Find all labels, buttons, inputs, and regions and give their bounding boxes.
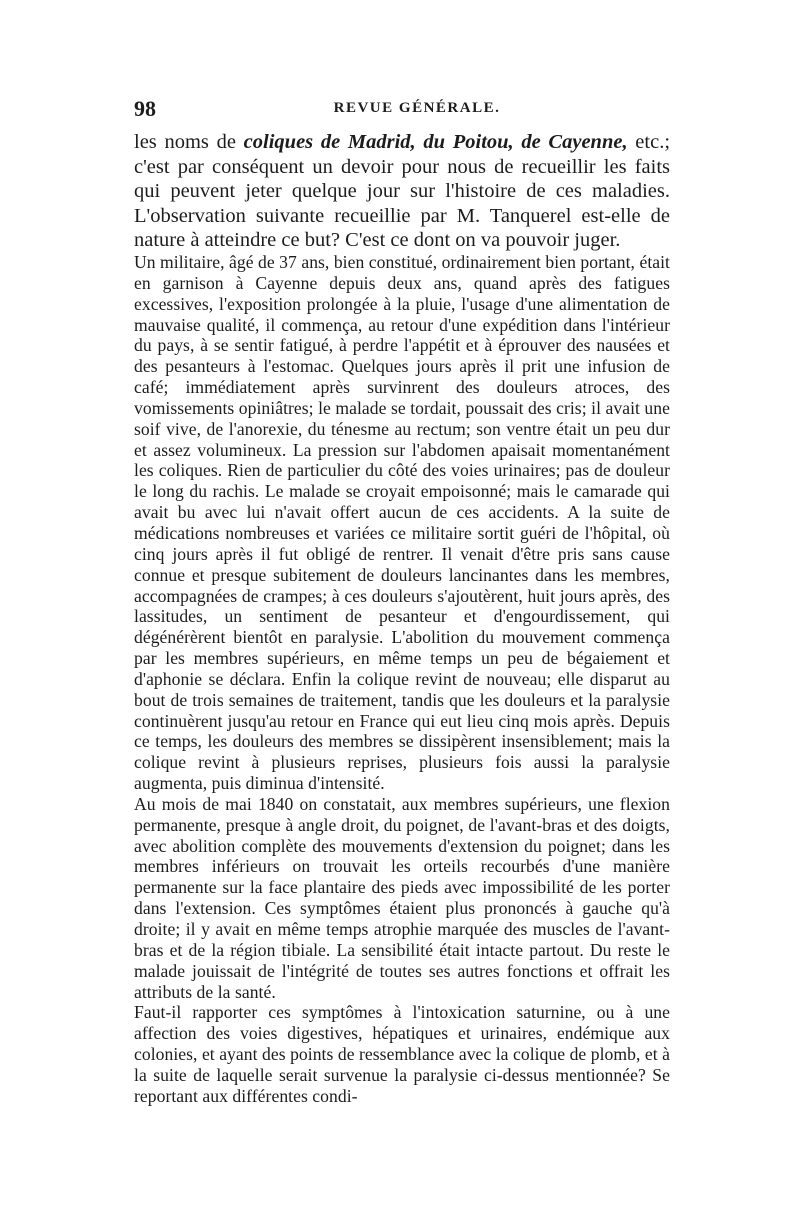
findings-paragraph: Au mois de mai 1840 on constatait, aux membres supérieurs, une flexion permanente, presque à angle droit, du poignet, de l'avant-bras et des doigts, avec abolition complète des mouvements d'extension du poignet; dans les membres inférieurs on trouvait les orteils recourbés d'une manière permanente sur la face plantaire des pieds avec impossibilité de les porter dans l'extension. Ces symptômes étaient plus prononcés à gauche qu'à droite; il y avait en même temps atrophie marquée des muscles de l'avant-bras et de la région tibiale. La sensibilité était intacte partout. Du reste le malade jouissait de l'intégrité de toutes ses autres fonctions et offrait les attributs de la santé. <box>134 793 670 1002</box>
observation-paragraph: Un militaire, âgé de 37 ans, bien constitué, ordinairement bien portant, était en garnison à Cayenne depuis deux ans, quand après des fatigues excessives, l'exposition prolongée à la pluie, l'usage d'une alimentation de mauvaise qualité, il commença, au retour d'une expédition dans l'intérieur du pays, à se sentir fatigué, à perdre l'appétit et à éprouver des nausées et des pesanteurs à l'estomac. Quelques jours après il prit une infusion de café; immédiatement après survinrent des douleurs atroces, des vomissements opiniâtres; le malade se tordait, poussait des cris; il avait une soif vive, de l'anorexie, du ténesme au rectum; son ventre était un peu dur et assez volumineux. La pression sur l'abdomen apaisait momentanément les coliques. Rien de particulier du côté des voies urinaires; pas de douleur le long du rachis. Le malade se croyait empoisonné; mais le camarade qui avait bu avec lui n'avait offert aucun de ces accidents. A la suite de médications nombreuses et variées ce militaire sortit guéri de l'hôpital, où cinq jours après il fut obligé de rentrer. Il venait d'être pris sans cause connue et presque subitement de douleurs lancinantes dans les membres, accompagnées de crampes; à ces douleurs s'ajoutèrent, huit jours après, des lassitudes, un sentiment de pesanteur et d'engourdissement, qui dégénérèrent bientôt en paralysie. L'abolition du mouvement commença par les membres supérieurs, en même temps un peu de bégaiement et d'aphonie se déclara. Enfin la colique revint de nouveau; elle disparut au bout de trois semaines de traitement, tandis que les douleurs et la paralysie continuèrent jusqu'au retour en France qui eut lieu cinq mois après. Depuis ce temps, les douleurs des membres se dissipèrent insensiblement; mais la colique revint à plusieurs reprises, plusieurs fois aussi la paralysie augmenta, puis diminua d'intensité. <box>134 252 670 794</box>
intro-before-names: les noms de <box>134 131 244 153</box>
intro-after-names: etc.; c'est par conséquent un devoir pour nous de recueillir les faits qui peuvent jeter quelque jour sur l'histoire de ces maladies. L'observation suivante recueillie par M. Tanquerel est-elle de nature à atteindre ce but? C'est ce dont on va pouvoir juger. <box>134 131 671 252</box>
intro-paragraph <box>134 130 670 253</box>
discussion-paragraph: Faut-il rapporter ces symptômes à l'intoxication saturnine, ou à une affection des voies digestives, hépatiques et urinaires, endémique aux colonies, et ayant des points de ressemblance avec la colique de plomb, et à la suite de laquelle serait survenue la paralysie ci-dessus mentionnée? Se reportant aux différentes condi- <box>134 1002 670 1106</box>
disease-names: coliques de Madrid, du Poitou, de Cayenne, <box>243 131 628 153</box>
page-header <box>134 96 670 124</box>
observation-body <box>134 252 670 1107</box>
running-head: REVUE GÉNÉRALE. <box>333 100 501 116</box>
page-number: 98 <box>134 96 156 121</box>
intro-text <box>134 130 670 253</box>
